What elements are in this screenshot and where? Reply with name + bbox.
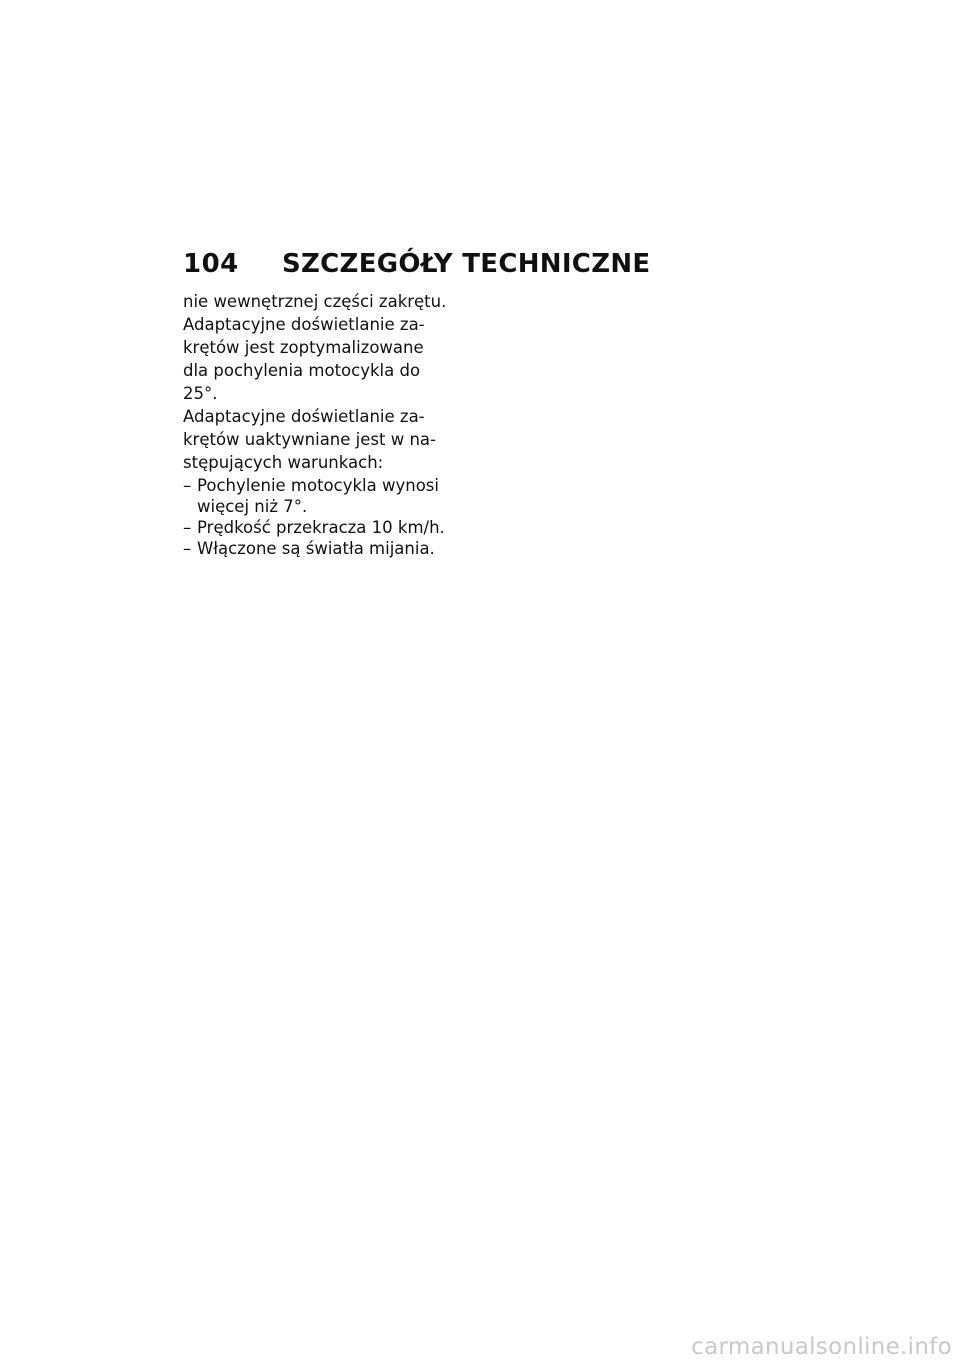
list-item <box>183 517 473 538</box>
list-item-text: więcej niż 7°. <box>197 497 308 516</box>
bullet-dash: – <box>183 476 192 495</box>
text-line: Adaptacyjne doświetlanie za- <box>183 315 425 334</box>
body-text <box>183 291 473 559</box>
text-line: nie wewnętrznej części zakrętu. <box>183 292 447 311</box>
text-line: Adaptacyjne doświetlanie za- <box>183 407 425 426</box>
text-line: stępujących warunkach: <box>183 453 384 472</box>
watermark: carmanualsonline.info <box>691 1334 952 1360</box>
text-line: krętów jest zoptymalizowane <box>183 338 424 357</box>
list-item-text: Pochylenie motocykla wynosi <box>197 476 439 495</box>
page-header <box>183 246 651 282</box>
page-number: 104 <box>183 249 239 279</box>
bullet-dash: – <box>183 518 192 537</box>
bullet-dash: – <box>183 539 192 558</box>
list-item-continuation <box>183 496 473 517</box>
list-item <box>183 538 473 559</box>
list-item <box>183 475 473 496</box>
list-item-text: Prędkość przekracza 10 km/h. <box>197 518 445 537</box>
list-item-text: Włączone są światła mijania. <box>197 539 435 558</box>
section-title: SZCZEGÓŁY TECHNICZNE <box>282 249 651 279</box>
text-line: 25°. <box>183 384 218 403</box>
text-line: krętów uaktywniane jest w na- <box>183 430 436 449</box>
text-line: dla pochylenia motocykla do <box>183 361 421 380</box>
